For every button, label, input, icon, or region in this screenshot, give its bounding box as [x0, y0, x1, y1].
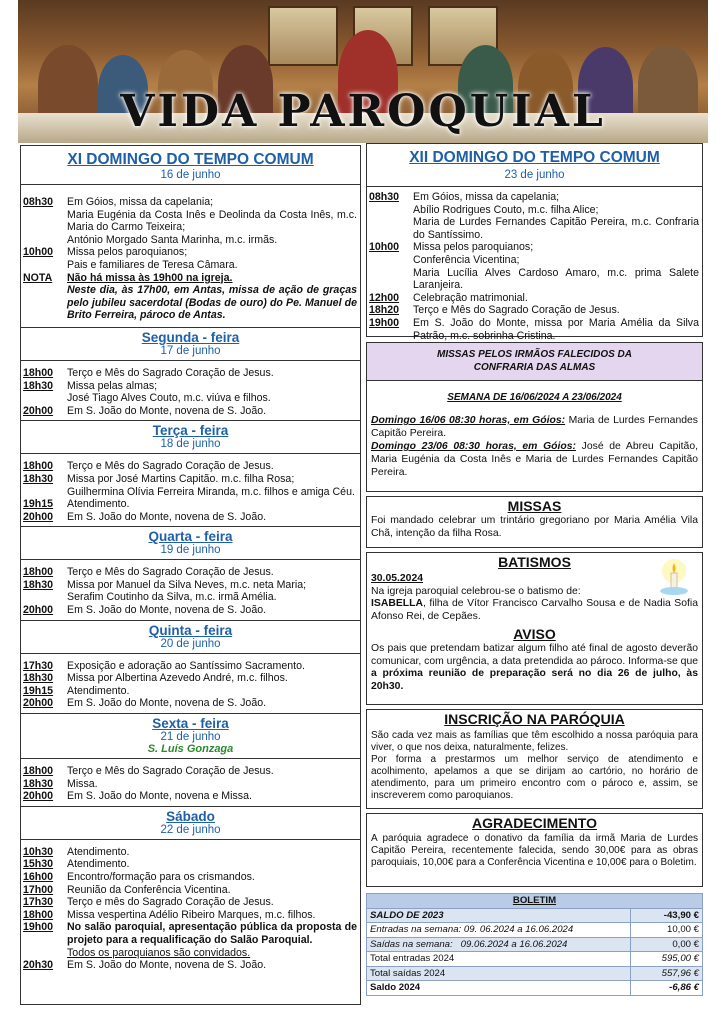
- schedule-entry: 18h00 Terço e Mês do Sagrado Coração de Jesus.: [23, 566, 274, 579]
- sunday-12-title: XII DOMINGO DO TEMPO COMUM: [409, 149, 660, 166]
- friday-entries: [21, 758, 360, 806]
- schedule-entry: 19h15 Atendimento.: [23, 498, 130, 511]
- day-header-saturday: Sábado 22 de junho: [21, 806, 360, 839]
- schedule-entry: 20h00 Em S. João do Monte, novena e Missa.: [23, 790, 252, 803]
- almas-week: SEMANA DE 16/06/2024 A 23/06/2024: [447, 392, 622, 403]
- agradecimento-text: A paróquia agradece o donativo da família da irmã Maria de Lurdes Capitão Pereira, recentemente falecida, sendo 30,00€ para as obras paroquiais, 10,00€ para a Conferência Vicentina e 10,00€ para o Boletim.: [371, 833, 698, 868]
- schedule-entry: 18h00 Terço e Mês do Sagrado Coração de Jesus.: [23, 460, 274, 473]
- schedule-entry: 20h00 Em S. João do Monte, novena de S. João.: [23, 604, 267, 617]
- table-row: Total saídas 2024 557,96 €: [367, 966, 703, 981]
- batismo-date: 30.05.2024: [371, 573, 424, 584]
- batismos-box: BATISMOS 30.05.2024 Na igreja paroquial celebrou-se o batismo de: ISABELLA, filha de Vítor Francisco Carvalho Sousa e de Nadia Sofia Afonso Rei, de Cepães. AVISO Os pais que pretendam batizar algum filho até final de agosto deverão comunicar, com urgência, a data pretendida ao pároco. Informa-se que a próxima reunião de preparação será no dia 26 de julho, às 20h30.: [366, 552, 703, 705]
- missas-text: Foi mandado celebrar um trintário gregoriano por Maria Amélia Vila Chã, intenção da filha Rosa.: [371, 515, 698, 539]
- schedule-entry: 18h30 Missa pelas almas; José Tiago Alves Couto, m.c. viúva e filhos.: [23, 379, 271, 405]
- wednesday-entries: [21, 559, 360, 619]
- sunday-11-entries: [21, 184, 360, 327]
- nota-entry: NOTA Não há missa às 19h00 na igreja. Neste dia, às 17h00, em Antas, missa de ação de graças pelo jubileu sacerdotal (Bodas de ouro) do Pe. Manuel de Brito Ferreira, pároco de Antas.: [23, 271, 357, 322]
- schedule-entry: 16h00 Encontro/formação para os crismandos.: [23, 871, 255, 883]
- saturday-entries: [21, 839, 360, 975]
- agradecimento-box: [366, 813, 703, 887]
- boletim-table: [366, 893, 703, 996]
- schedule-entry: 08h30 Em Góios, missa da capelania; Abílio Rodrigues Couto, m.c. filha Alice; Maria de Lurdes Fernandes Capitão Pereira, m.c. Confraria do Santíssimo.: [369, 191, 699, 241]
- sunday-12-entries: [367, 187, 702, 342]
- schedule-entry: 19h00 No salão paroquial, apresentação pública da proposta de projeto para a requalificação do Salão Paroquial. Todos os paroquianos são convidados.: [23, 921, 357, 959]
- schedule-entry: 20h00 Em S. João do Monte, novena de S. João.: [23, 510, 267, 523]
- candle-icon: [654, 557, 694, 597]
- day-header-monday: Segunda - feira 17 de junho: [21, 327, 360, 360]
- almas-item: Domingo 23/06 08:30 horas, em Góios: José de Abreu Capitão, Maria Eugénia da Costa Inês e Maria de Lurdes Fernandes Capitão Pereira.: [371, 441, 698, 478]
- schedule-entry: 19h15 Atendimento.: [23, 684, 130, 697]
- almas-box: [366, 342, 703, 492]
- batismo-record: ISABELLA, filha de Vítor Francisco Carvalho Sousa e de Nadia Sofia Afonso Rei, de Cepães.: [371, 598, 698, 622]
- schedule-entry: 17h30 Terço e mês do Sagrado Coração de Jesus.: [23, 896, 274, 909]
- schedule-entry: 18h30 Missa.: [23, 777, 98, 790]
- schedule-entry: 18h30 Missa por Manuel da Silva Neves, m.c. neta Maria; Serafim Coutinho da Silva, m.c. irmã Amélia.: [23, 578, 307, 604]
- monday-entries: [21, 360, 360, 420]
- sunday-12-box: [366, 143, 703, 342]
- agradecimento-title: AGRADECIMENTO: [472, 815, 597, 831]
- schedule-entry: 18h30 Missa por Albertina Azevedo André, m.c. filhos.: [23, 672, 288, 685]
- aviso-title: AVISO: [513, 626, 556, 642]
- missas-box: [366, 496, 703, 548]
- day-header-friday: Sexta - feira 21 de junho S. Luís Gonzaga: [21, 713, 360, 758]
- schedule-entry: 10h00 Missa pelos paroquianos; Conferência Vicentina; Maria Lucília Alves Cardoso Amaro, m.c. prima Salete Laranjeira.: [369, 241, 699, 292]
- sunday-11-date: 16 de junho: [160, 169, 221, 181]
- header-banner: [18, 0, 708, 143]
- schedule-entry: 10h00 Missa pelos paroquianos; Pais e familiares de Teresa Câmara.: [23, 246, 238, 271]
- inscricao-title: INSCRIÇÃO NA PARÓQUIA: [444, 711, 625, 727]
- boletim-title: BOLETIM: [367, 894, 703, 909]
- day-header-wednesday: Quarta - feira 19 de junho: [21, 526, 360, 559]
- schedule-entry: 20h00 Em S. João do Monte, novena de S. João.: [23, 697, 267, 710]
- schedule-entry: 18h00 Missa vespertina Adélio Ribeiro Marques, m.c. filhos.: [23, 908, 316, 921]
- missas-title: MISSAS: [507, 498, 562, 514]
- left-column: [20, 145, 361, 1005]
- thursday-entries: [21, 653, 360, 713]
- table-row: Saídas na semana: 09.06.2024 a 16.06.2024 0,00 €: [367, 937, 703, 952]
- schedule-entry: 20h00 Em S. João do Monte, novena de S. João.: [23, 404, 267, 417]
- sunday-11-title: XI DOMINGO DO TEMPO COMUM: [67, 151, 314, 168]
- sunday-11-header: [21, 146, 360, 184]
- schedule-entry: 18h20 Terço e Mês do Sagrado Coração de Jesus.: [369, 304, 620, 317]
- aviso-text: Os pais que pretendam batizar algum filho até final de agosto deverão comunicar, com urgência, a data pretendida ao pároco. Informa-se que a próxima reunião de preparação será no dia 26 de julho, às 20h30.: [371, 643, 698, 692]
- table-row: Saldo 2024 -6,86 €: [367, 981, 703, 996]
- inscricao-box: INSCRIÇÃO NA PARÓQUIA São cada vez mais as famílias que têm escolhido a nossa paróquia para viver, o que nos deixa, naturalmente, felizes. Por forma a prestarmos um melhor serviço de atendimento e acolhimento, apelamos a que se dirijam ao cartório, no horário de atendimento, para um primeiro encontro com o pároco e, assim, se inscreverem como paroquianos.: [366, 709, 703, 809]
- table-row: SALDO DE 2023 -43,90 €: [367, 908, 703, 923]
- newsletter-title: VIDA PAROQUIAL: [120, 86, 606, 137]
- almas-title: MISSAS PELOS IRMÃOS FALECIDOS DA CONFRARIA DAS ALMAS: [367, 343, 702, 381]
- table-row: Entradas na semana: 09. 06.2024 a 16.06.2024 10,00 €: [367, 923, 703, 938]
- sunday-12-date: 23 de junho: [504, 169, 565, 181]
- almas-item: Domingo 16/06 08:30 horas, em Góios: Maria de Lurdes Fernandes Capitão Pereira.: [371, 415, 698, 439]
- schedule-entry: 17h00 Reunião da Conferência Vicentina.: [23, 883, 231, 896]
- schedule-entry: 20h30 Em S. João do Monte, novena de S. João.: [23, 959, 267, 972]
- schedule-entry: 18h00 Terço e Mês do Sagrado Coração de Jesus.: [23, 765, 274, 778]
- schedule-entry: 10h30 Atendimento.: [23, 845, 130, 858]
- schedule-entry: 12h00 Celebração matrimonial.: [369, 291, 528, 304]
- schedule-entry: 15h30 Atendimento.: [23, 858, 130, 871]
- day-header-tuesday: Terça - feira 18 de junho: [21, 420, 360, 453]
- schedule-entry: 17h30 Exposição e adoração ao Santíssimo Sacramento.: [23, 659, 305, 672]
- schedule-entry: 18h00 Terço e Mês do Sagrado Coração de Jesus.: [23, 366, 274, 379]
- tuesday-entries: [21, 453, 360, 526]
- day-header-thursday: Quinta - feira 20 de junho: [21, 620, 360, 653]
- schedule-entry: 18h30 Missa por José Martins Capitão. m.c. filha Rosa; Guilhermina Olívia Ferreira Miranda, m.c. filhos e amiga Céu.: [23, 472, 355, 498]
- batismos-title: BATISMOS: [498, 554, 571, 570]
- schedule-entry: 19h00 Em S. João do Monte, missa por Maria Amélia da Silva Patrão, m.c. sobrinha Cristina.: [369, 316, 699, 342]
- table-row: Total entradas 2024 595,00 €: [367, 952, 703, 967]
- saint-of-day: S. Luís Gonzaga: [147, 743, 234, 756]
- schedule-entry: 08h30 Em Góios, missa da capelania; Maria Eugénia da Costa Inês e Deolinda da Costa Inês, m.c. Maria do Carmo Teixeira; António Morgado Santa Marinha, m.c. irmãs.: [23, 196, 357, 246]
